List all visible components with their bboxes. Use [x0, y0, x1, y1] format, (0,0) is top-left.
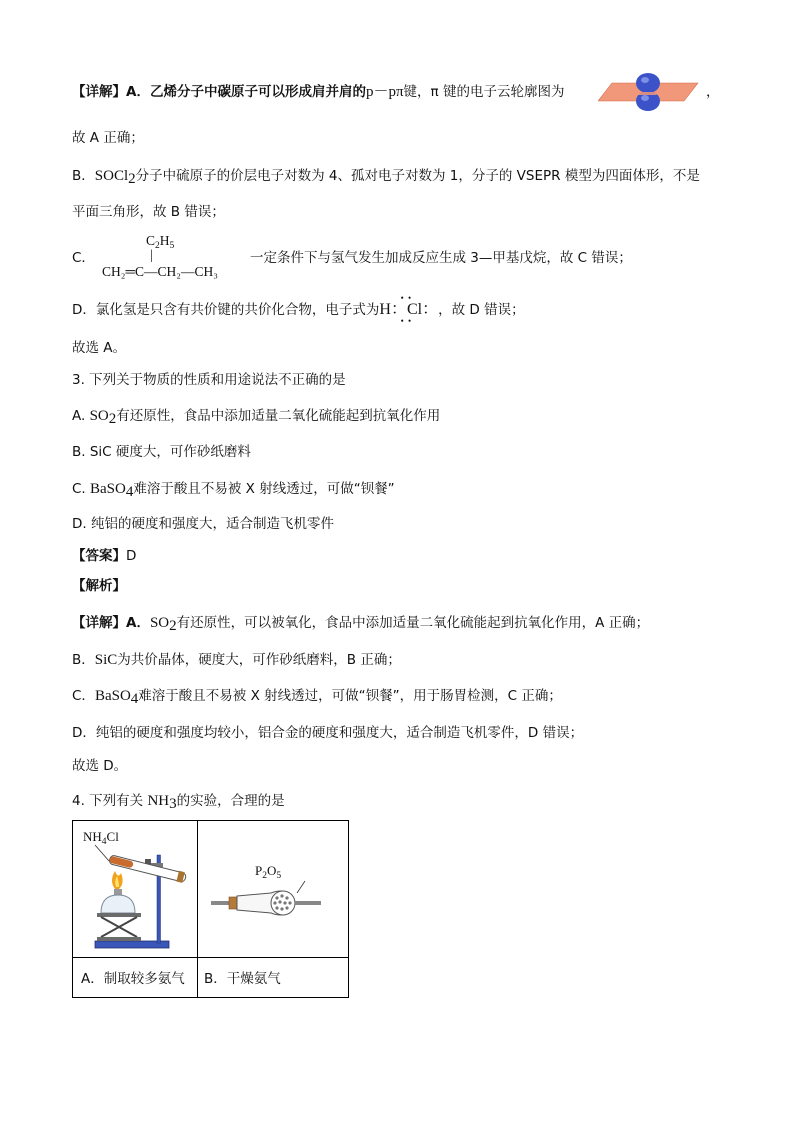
table-divider — [73, 957, 348, 958]
option-3b: B. SiC 硬度大，可作砂纸磨料 — [72, 444, 251, 460]
table-divider — [197, 821, 198, 997]
text: O — [266, 863, 277, 878]
caption-b: B．干燥氨气 — [204, 971, 281, 987]
analysis-label: 【解析】 — [72, 578, 126, 594]
baso4-formula: BaSO — [90, 481, 126, 497]
pi-bond-orbital-figure — [598, 72, 700, 112]
text: 难溶于酸且不易被 X 射线透过，可做“钡餐”，用于肠胃检测，C 正确； — [138, 688, 562, 704]
detail-c-text: 一定条件下与氢气发生加成反应生成 3—甲基戊烷，故 C 错误； — [250, 250, 632, 266]
subscript: 4 — [101, 837, 107, 847]
hcl-electron-formula: • • H：Cl： • • — [379, 293, 439, 326]
vertical-bond: | — [150, 247, 153, 262]
text: 键，π 键的电子云轮廓图为 — [403, 84, 565, 100]
answer-line — [72, 546, 136, 566]
detail-3a — [72, 613, 649, 633]
subscript: 2 — [262, 871, 267, 881]
text: H：Cl： — [379, 301, 439, 318]
experiment-table — [72, 820, 349, 998]
main-chain: CH₂═C—CH₂—CH₃ — [102, 264, 218, 279]
caption-a: A．制取较多氨气 — [81, 971, 185, 987]
detail-a-line — [72, 82, 564, 102]
p2o5-label — [255, 863, 281, 879]
text: 有还原性，可以被氧化，食品中添加适量二氧化硫能起到抗氧化作用，A 正确； — [176, 615, 650, 631]
so2-formula: SO — [149, 615, 170, 631]
text: B． — [72, 168, 95, 184]
text: P — [255, 863, 263, 878]
text: 4. 下列有关 — [72, 793, 148, 809]
choose-d: 故选 D。 — [72, 758, 128, 774]
subscript: 2 — [155, 241, 160, 251]
text: 【详解】A．乙烯分子中碳原子可以形成肩并肩的 — [72, 84, 366, 100]
subscript: 4 — [125, 484, 134, 500]
question-3: 3. 下列关于物质的性质和用途说法不正确的是 — [72, 372, 346, 388]
text: ，故 D 错误； — [438, 302, 525, 318]
text: 的实验，合理的是 — [176, 793, 285, 809]
so2-formula: SO — [89, 408, 109, 424]
text: C． — [72, 688, 95, 704]
text: B． — [72, 652, 95, 668]
subscript: 2 — [169, 618, 177, 634]
question-4 — [72, 791, 285, 811]
detail-c-label: C． — [72, 250, 95, 266]
detail-a-conclusion: 故 A 正确； — [72, 130, 144, 146]
p-p-pi-formula: p－pπ — [365, 84, 404, 100]
text: NH — [83, 829, 102, 844]
comma: ， — [706, 84, 720, 100]
option-3c — [72, 479, 395, 499]
answer-label: 【答案】 — [72, 548, 126, 564]
detail-3d: D．纯铝的硬度和强度均较小，铝合金的硬度和强度大，适合制造飞机零件，D 错误； — [72, 725, 584, 741]
text: 难溶于酸且不易被 X 射线透过，可做“钡餐” — [133, 481, 395, 497]
text: C. — [72, 481, 91, 497]
sic-formula: SiC — [94, 652, 118, 668]
option-3d: D. 纯铝的硬度和强度大，适合制造飞机零件 — [72, 516, 334, 532]
socl2-formula: SOCl — [94, 168, 129, 184]
subscript: 2 — [108, 411, 117, 427]
detail-b-conclusion: 平面三角形，故 B 错误； — [72, 204, 225, 220]
text: H — [159, 233, 170, 248]
subscript: 4 — [130, 691, 139, 707]
text: 为共价晶体，硬度大，可作砂纸磨料，B 正确； — [117, 652, 401, 668]
structural-formula — [102, 233, 247, 285]
text: A. — [72, 408, 90, 424]
subscript: 5 — [169, 241, 175, 251]
text: C — [146, 233, 156, 248]
text: Cl — [106, 829, 119, 844]
text: 分子中硫原子的价层电子对数为 4、孤对电子对数为 1，分子的 VSEPR 模型为四面体形，不是 — [135, 168, 700, 184]
heating-apparatus-figure — [81, 841, 193, 953]
option-3a — [72, 406, 440, 426]
subscript: 3 — [169, 796, 177, 812]
detail-b-line — [72, 166, 700, 186]
text: D．氯化氢是只含有共价键的共价化合物，电子式为 — [72, 302, 380, 318]
subscript: 2 — [128, 171, 136, 187]
detail-3c — [72, 686, 562, 706]
drying-tube-figure — [209, 879, 339, 929]
subscript: 5 — [276, 871, 282, 881]
answer-value: D — [126, 548, 137, 564]
detail-3b — [72, 650, 401, 670]
nh3-formula: NH — [147, 793, 170, 809]
choose-a: 故选 A。 — [72, 340, 127, 356]
baso4-formula: BaSO — [94, 688, 131, 704]
detail-d-line — [72, 293, 525, 326]
text: 【详解】A． — [72, 615, 150, 631]
text: 有还原性，食品中添加适量二氧化硫能起到抗氧化作用 — [116, 408, 441, 424]
